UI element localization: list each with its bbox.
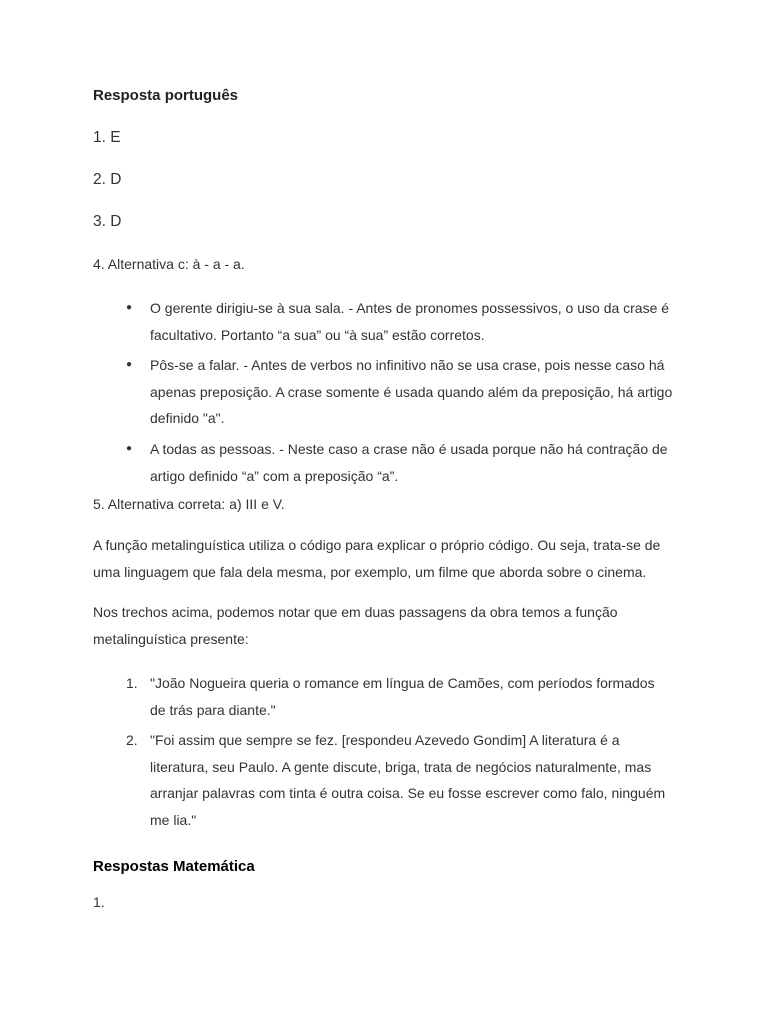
bullet-icon: ● — [126, 302, 133, 313]
numbered-item-text: "João Nogueira queria o romance em língua de Camões, com períodos formados de trás para diante." — [150, 675, 655, 718]
item-number: 1. — [126, 675, 138, 691]
numbered-item — [126, 727, 674, 833]
bullet-item — [126, 436, 674, 489]
paragraph-metalinguistic-intro: Nos trechos acima, podemos notar que em duas passagens da obra temos a função metalinguística presente: — [93, 604, 618, 647]
answer-2: 2. D — [93, 171, 122, 188]
bullet-icon: ● — [126, 443, 133, 454]
bullet-text: Pôs-se a falar. - Antes de verbos no infinitivo não se usa crase, pois nesse caso há apenas preposição. A crase somente é usada quando além da preposição, há artigo definido "a". — [150, 357, 673, 426]
answer-5-label: 5. Alternativa correta: a) III e V. — [93, 496, 285, 512]
math-answer-1: 1. — [93, 894, 105, 910]
section-title-matematica: Respostas Matemática — [93, 858, 255, 875]
bullet-text: O gerente dirigiu-se à sua sala. - Antes de pronomes possessivos, o uso da crase é facultativo. Portanto “a sua” ou “à sua” estão corretos. — [150, 300, 670, 343]
numbered-item-text: "Foi assim que sempre se fez. [respondeu Azevedo Gondim] A literatura é a literatura, seu Paulo. A gente discute, briga, trata de negócios naturalmente, mas arranjar palavras com tinta é outra coisa. Se eu fosse escrever como falo, ninguém me lia." — [150, 732, 666, 828]
answer-1: 1. E — [93, 129, 121, 146]
bullet-text: A todas as pessoas. - Neste caso a crase não é usada porque não há contração de artigo definido “a” com a preposição “a”. — [150, 441, 668, 484]
paragraph-metalinguistic-definition: A função metalinguística utiliza o código para explicar o próprio código. Ou seja, trata-se de uma linguagem que fala dela mesma, por exemplo, um filme que aborda sobre o cinema. — [93, 537, 661, 580]
answer-4-label: 4. Alternativa c: à - a - a. — [93, 256, 245, 272]
section-title-portugues: Resposta português — [93, 87, 239, 104]
bullet-item — [126, 352, 674, 432]
answer-3: 3. D — [93, 213, 122, 230]
bullet-icon: ● — [126, 359, 133, 370]
numbered-item — [126, 670, 674, 723]
bullet-item — [126, 295, 674, 348]
item-number: 2. — [126, 732, 138, 748]
